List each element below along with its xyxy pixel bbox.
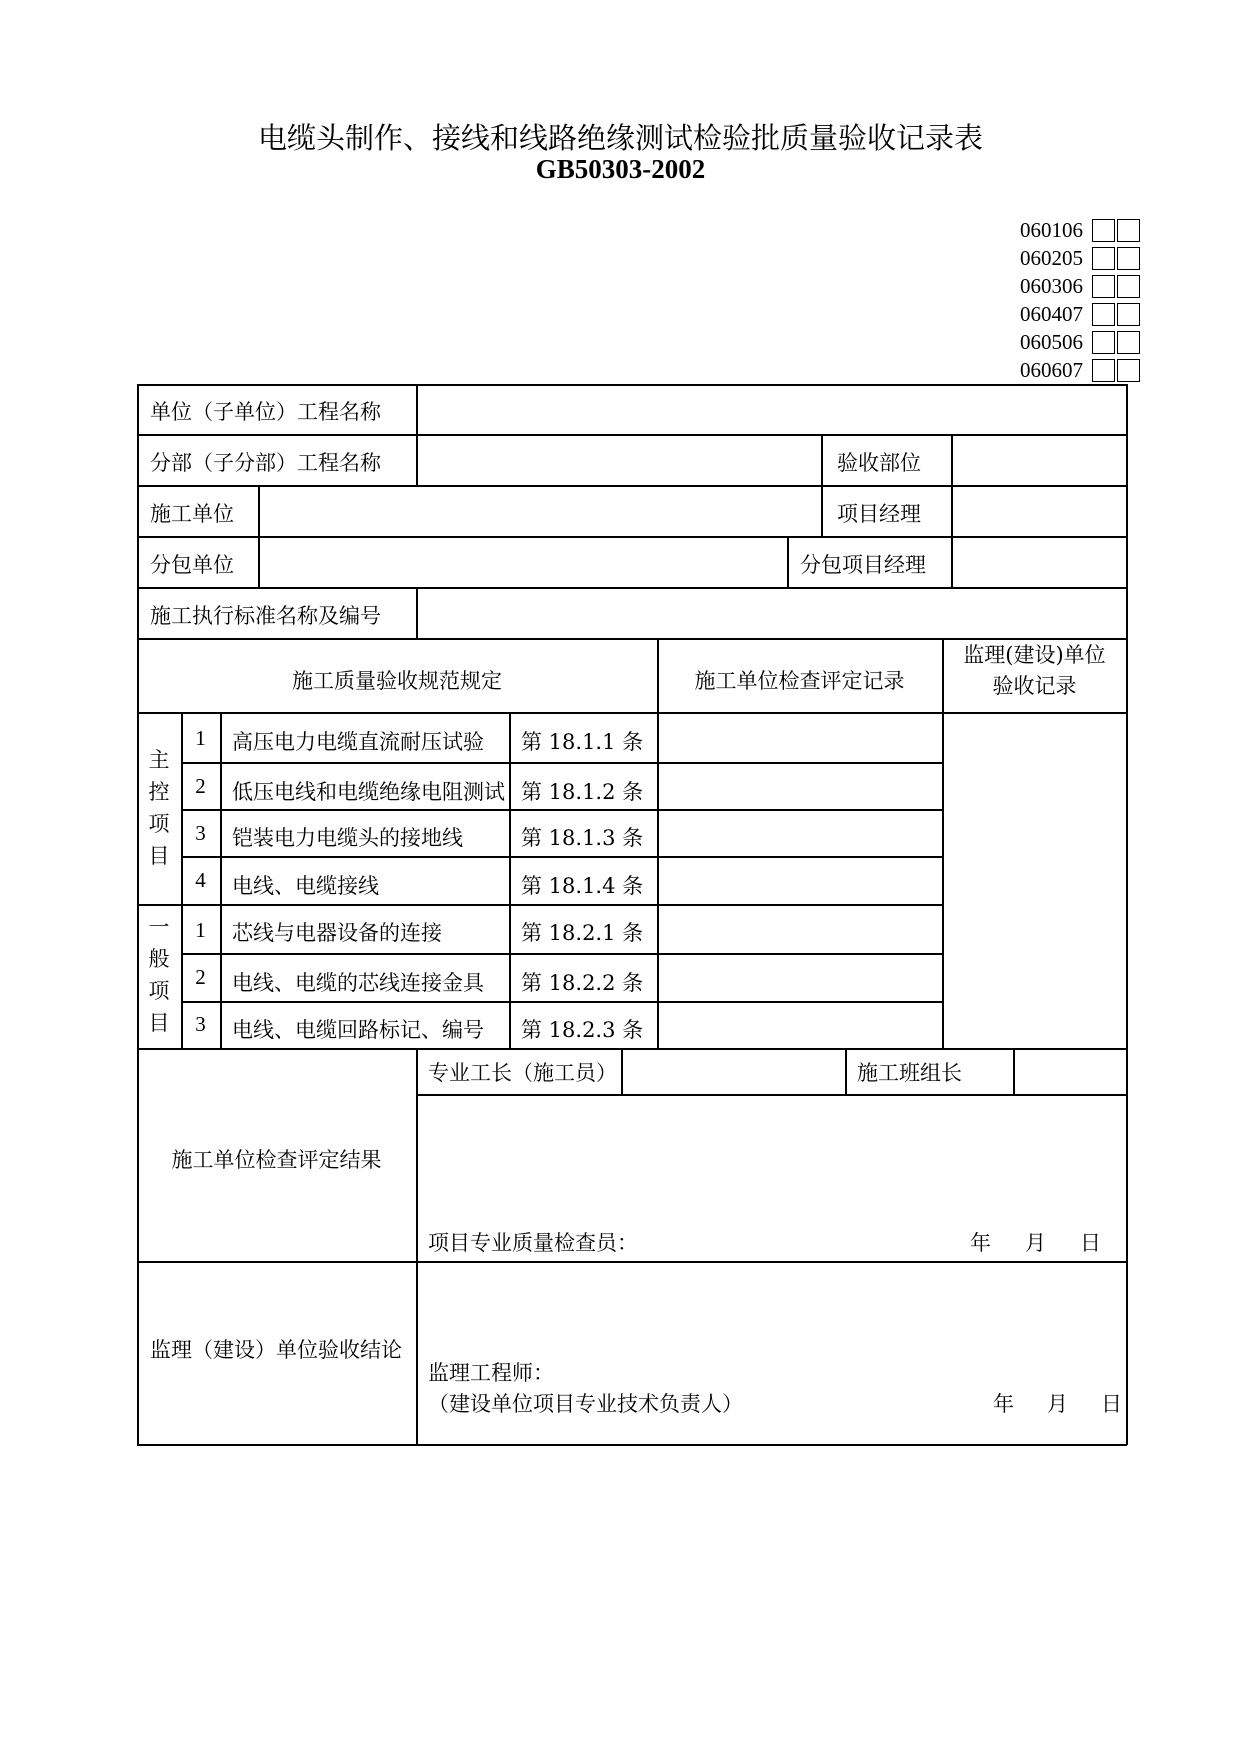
- item-clause: 第 18.1.3 条: [521, 826, 644, 850]
- label-foreman: 专业工长（施工员）: [428, 1061, 617, 1085]
- checkbox[interactable]: [1092, 359, 1115, 382]
- item-clause: 第 18.2.1 条: [521, 921, 644, 945]
- code-row: [1020, 300, 1140, 328]
- col-header-supervisor-1: 监理(建设)单位: [963, 643, 1106, 667]
- col-divider: [220, 712, 222, 1049]
- col-divider: [416, 384, 418, 435]
- label-engineer: 监理工程师：: [428, 1361, 554, 1385]
- row-divider: [416, 1094, 1127, 1096]
- code-label: 060607: [1020, 357, 1083, 382]
- row-divider: [137, 536, 1127, 538]
- code-label: 060205: [1020, 245, 1083, 270]
- label-team-leader: 施工班组长: [857, 1061, 962, 1085]
- item-name: 芯线与电器设备的连接: [232, 921, 442, 945]
- checkbox[interactable]: [1092, 303, 1115, 326]
- code-row: [1020, 216, 1140, 244]
- col-divider: [416, 434, 418, 486]
- item-name: 电线、电缆回路标记、编号: [232, 1018, 484, 1042]
- checkbox[interactable]: [1117, 359, 1140, 382]
- label-day: 日: [1101, 1392, 1122, 1416]
- col-divider: [787, 536, 789, 588]
- row-divider: [181, 762, 943, 764]
- code-row: [1020, 244, 1140, 272]
- row-divider: [137, 712, 1127, 714]
- label-supervision: 监理（建设）单位验收结论: [150, 1338, 402, 1362]
- group-label-general: 目: [148, 1011, 170, 1035]
- code-label: 060407: [1020, 301, 1083, 326]
- row-divider: [181, 809, 943, 811]
- item-no: 3: [195, 1012, 206, 1036]
- row-divider: [137, 1261, 1127, 1263]
- item-name: 电线、电缆的芯线连接金具: [232, 971, 484, 995]
- code-row: [1020, 272, 1140, 300]
- item-no: 1: [195, 726, 206, 750]
- col-divider: [509, 712, 511, 1049]
- col-header-spec: 施工质量验收规范规定: [292, 669, 502, 693]
- col-divider: [416, 587, 418, 639]
- col-divider: [657, 638, 659, 1049]
- checkbox[interactable]: [1092, 331, 1115, 354]
- item-name: 电线、电缆接线: [232, 874, 379, 898]
- label-year: 年: [993, 1392, 1014, 1416]
- item-clause: 第 18.2.2 条: [521, 971, 644, 995]
- row-divider: [137, 1048, 1127, 1050]
- code-list: [1020, 216, 1140, 384]
- label-sub-project: 分部（子分部）工程名称: [150, 451, 381, 475]
- row-divider: [137, 434, 1127, 436]
- col-divider: [845, 1048, 847, 1095]
- checkbox[interactable]: [1117, 219, 1140, 242]
- item-name: 低压电线和电缆绝缘电阻测试: [232, 780, 505, 804]
- col-header-supervisor-2: 验收记录: [992, 674, 1077, 698]
- checkbox[interactable]: [1092, 247, 1115, 270]
- item-clause: 第 18.1.2 条: [521, 780, 644, 804]
- row-divider: [137, 587, 1127, 589]
- label-owner: （建设单位项目专业技术负责人）: [428, 1392, 743, 1416]
- label-year: 年: [970, 1231, 991, 1255]
- checkbox[interactable]: [1092, 219, 1115, 242]
- col-divider: [942, 638, 944, 1049]
- col-divider: [416, 1048, 418, 1445]
- item-clause: 第 18.1.1 条: [521, 730, 644, 754]
- item-no: 1: [195, 918, 206, 942]
- col-divider: [621, 1048, 623, 1095]
- table-border: [1126, 384, 1128, 1445]
- label-check-result: 施工单位检查评定结果: [171, 1148, 382, 1172]
- group-label-general: 般: [148, 947, 170, 971]
- checkbox[interactable]: [1117, 303, 1140, 326]
- group-label-main: 主: [148, 748, 170, 772]
- item-name: 铠装电力电缆头的接地线: [232, 826, 463, 850]
- label-day: 日: [1080, 1231, 1101, 1255]
- item-no: 2: [195, 965, 206, 989]
- label-unit-project: 单位（子单位）工程名称: [150, 400, 381, 424]
- checkbox[interactable]: [1117, 275, 1140, 298]
- label-inspector: 项目专业质量检查员：: [428, 1231, 638, 1255]
- label-month: 月: [1047, 1392, 1068, 1416]
- checkbox[interactable]: [1117, 247, 1140, 270]
- code-row: [1020, 328, 1140, 356]
- col-divider: [951, 434, 953, 588]
- group-label-main: 控: [148, 780, 170, 804]
- row-divider: [181, 1001, 943, 1003]
- label-subcontract-unit: 分包单位: [150, 553, 234, 577]
- checkbox[interactable]: [1117, 331, 1140, 354]
- label-month: 月: [1025, 1231, 1046, 1255]
- code-label: 060506: [1020, 329, 1083, 354]
- col-divider: [1013, 1048, 1015, 1095]
- standard-code: GB50303-2002: [535, 154, 706, 184]
- row-divider: [137, 904, 943, 906]
- label-construction-unit: 施工单位: [150, 502, 234, 526]
- item-no: 4: [195, 868, 206, 892]
- group-label-general: 项: [148, 979, 170, 1003]
- label-acceptance-part: 验收部位: [837, 451, 921, 475]
- row-divider: [137, 485, 1127, 487]
- group-label-general: 一: [148, 915, 170, 939]
- checkbox[interactable]: [1092, 275, 1115, 298]
- group-label-main: 目: [148, 844, 170, 868]
- item-clause: 第 18.2.3 条: [521, 1018, 644, 1042]
- table-border: [137, 1444, 1127, 1446]
- code-label: 060306: [1020, 273, 1083, 298]
- item-no: 3: [195, 821, 206, 845]
- row-divider: [137, 638, 1127, 640]
- row-divider: [181, 953, 943, 955]
- code-label: 060106: [1020, 217, 1083, 242]
- item-clause: 第 18.1.4 条: [521, 874, 644, 898]
- group-label-main: 项: [148, 812, 170, 836]
- label-standard-name: 施工执行标准名称及编号: [150, 604, 381, 628]
- label-sub-project-manager: 分包项目经理: [800, 553, 926, 577]
- label-project-manager: 项目经理: [837, 502, 921, 526]
- col-header-check-record: 施工单位检查评定记录: [694, 669, 905, 693]
- item-no: 2: [195, 774, 206, 798]
- item-name: 高压电力电缆直流耐压试验: [232, 730, 484, 754]
- form-title: 电缆头制作、接线和线路绝缘测试检验批质量验收记录表: [257, 121, 983, 155]
- col-divider: [258, 485, 260, 588]
- col-divider: [821, 434, 823, 537]
- code-row: [1020, 356, 1140, 384]
- row-divider: [181, 856, 943, 858]
- table-border: [137, 384, 1127, 386]
